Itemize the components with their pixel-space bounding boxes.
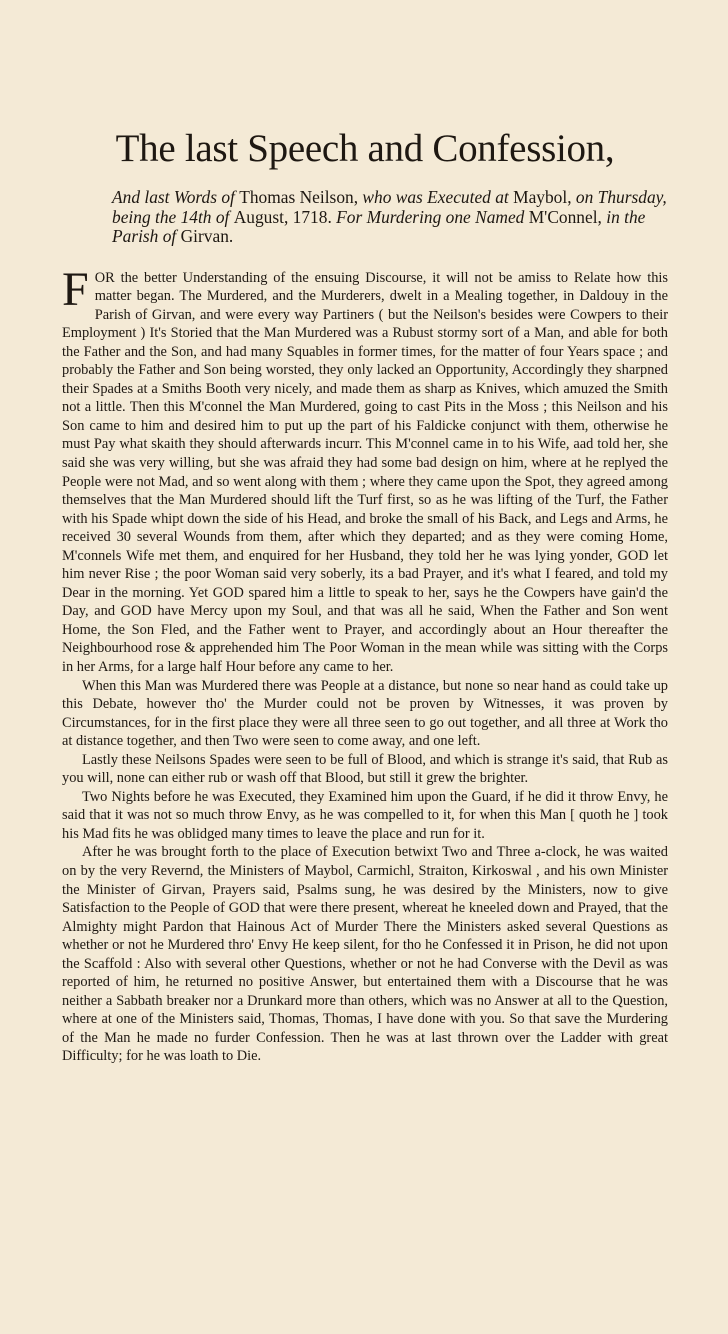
paragraph-text: OR the better Understanding of the ensuing Discourse, it will not be amiss to Relate how this matter began. The Murdered, and the Murderers, dwelt in a Mealing together, in Daldouy in the Parish of Girvan, and were every way Partiners ( but the Neilson's besides were Cowpers to their Employment ) It's Storied that the Man Murdered was a Rubust stormy sort of a Man, and able for both the Father and the Son, and had many Squables in former times, for the matter of four Years space ; and probably the Father and Son being worsted, they only lacked an Opportunity, Accordingly they sharpned their Spades at a Smiths Booth very nicely, and made them as sharp as Knives, which amuzed the Smith not a little. Then this M'connel the Man Murdered, going to cast Pits in the Moss ; this Neilson and his Son came to him and desired him to put up the part of his Faldicke conjunct with them, otherwise he must Pay what skaith they should afterwards incurr. This M'connel came in to his Wife, aad told her, she said she was very willing, but she was afraid they had some bad design on him, where at he replyed the People were not Mad, and so went along with them ; where they came upon the Spot, they agreed among themselves that the Man Murdered should lift the Turf first, so as he was lifting of the Turf, the Father with his Spade whipt down the side of his Head, and broke the small of his Back, and Legs and Arms, he received 30 several Wounds from them, after which they departed; and as they were coming Home, M'connels Wife met them, and enquired for her Husband, they told her he was lying yonder, GOD let him never Rise ; the poor Woman said very soberly, its a bad Prayer, and it's what I feared, and told my Dear in the morning. Yet GOD spared him a little to speak to her, says he the Cowpers have gain'd the Day, and GOD have Mercy upon my Soul, and that was all he said, When the Father and Son went Home, the Son Fled, and the Father went to Prayer, and accordingly about an Hour thereafter the Neighbourhood rose & apprehended him The Poor Woman in the mean while was sitting with the Corps in her Arms, for a large half Hour before any came to her. (62, 269, 668, 675)
subtitle-place: Maybol, (513, 187, 572, 207)
subtitle-part-3: on Thursday, being the 14th of (112, 187, 667, 227)
subtitle-month: August, 1718. (233, 206, 332, 227)
subtitle-part-1: And last Words of (112, 187, 240, 207)
subtitle-part-2: who was Executed at (358, 187, 514, 207)
document-subtitle (62, 188, 668, 247)
body-paragraph-5: After he was brought forth to the place of Execution betwixt Two and Three a-clock, he was waited on by the very Revernd, the Ministers of Maybol, Carmichl, Straiton, Kirkoswal , and his own Minister the Minister of Girvan, Prayers said, Psalms sung, he was desired by the Ministers, now to give Satisfaction to the People of GOD that were there present, whereat he kneeled down and Prayed, that the Almighty might Pardon that Hainous Act of Murder There the Ministers asked several Questions as whether or not he Murdered thro' Envy He keep silent, for tho he Confessed it in Prison, he did not upon the Scaffold : Also with several other Questions, whether or not he had Converse with the Devil as was reported of him, he returned no positive Answer, but entertained them with a Discourse that he was neither a Sabbath breaker nor a Drunkard more than others, which was no Answer at all to the Question, where at one of the Ministers said, Thomas, Thomas, I have done with you. So that save the Murdering of the Man he made no furder Confession. Then he was at last thrown over the Ladder with great Difficulty; for he was loath to Die. (62, 844, 668, 1065)
subtitle-part-5: in the Parish of (112, 206, 646, 246)
drop-cap: F (62, 262, 89, 316)
subtitle-parish: Girvan. (180, 226, 234, 246)
body-paragraph-3: Lastly these Neilsons Spades were seen to be full of Blood, and which is strange it's said, that Rub as you will, none can either rub or wash off that Blood, but still it grew the brighter. (62, 751, 668, 787)
subtitle-name: Thomas Neilson, (239, 187, 359, 207)
body-paragraph-1 (62, 262, 668, 677)
document-title: The last Speech and Confession, (115, 127, 615, 170)
document-body (62, 262, 668, 1067)
subtitle-victim: M'Connel, (528, 206, 602, 227)
body-paragraph-2: When this Man was Murdered there was People at a distance, but none so near hand as could take up this Debate, however tho' the Murder could not be proven by Witnesses, it was proven by Circumstances, for in the first place they were all three seen to go out together, and all three at Work tho at distance together, and then Two were seen to come away, and one left. (62, 677, 668, 750)
subtitle-part-4: For Murdering one Named (331, 206, 529, 227)
body-paragraph-4: Two Nights before he was Executed, they Examined him upon the Guard, if he did it throw Envy, he said that it was not so much throw Envy, as he was compelled to it, for when this Man [ quoth he ] took his Mad fits he was oblidged many times to leave the place and run for it. (62, 788, 668, 842)
